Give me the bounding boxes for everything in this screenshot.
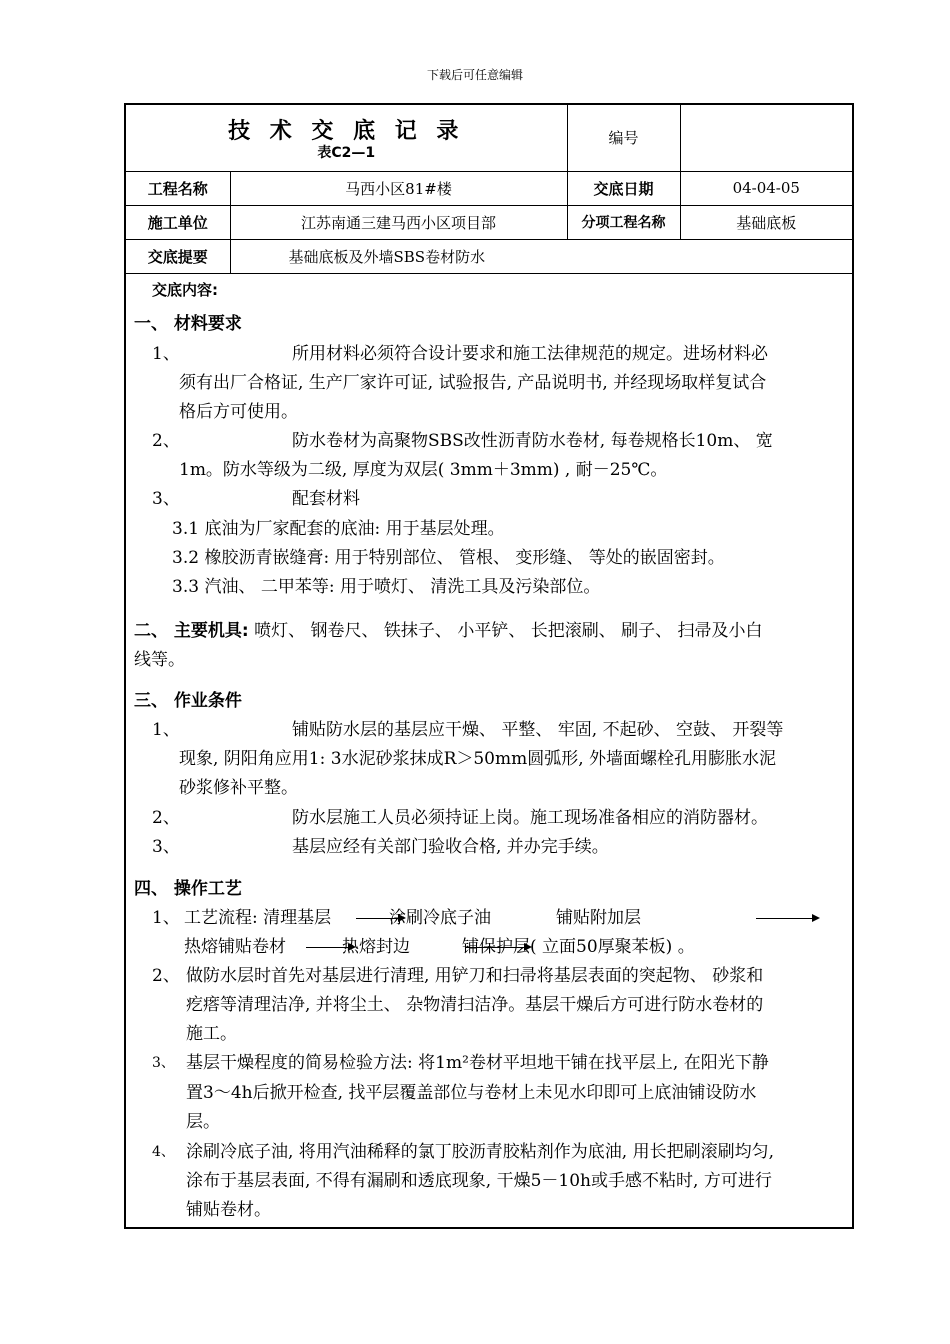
flow-step-hotmelt: 热熔铺贴卷材 xyxy=(184,937,286,957)
s1-item1-num: 1、 xyxy=(152,344,180,364)
s4-item3-line2: 置3～4h后掀开检查, 找平层覆盖部位与卷材上未见水印即可上底油铺设防水 xyxy=(186,1083,757,1103)
s1-item2-line2: 1m。防水等级为二级, 厚度为双层( 3mm＋3mm) , 耐－25℃。 xyxy=(179,460,668,480)
s4-item2-num: 2、 xyxy=(152,966,180,986)
number-label: 编号 xyxy=(567,105,680,171)
flow-step-prime: 涂刷冷底子油 xyxy=(389,908,491,928)
s4-item4-line3: 铺贴卷材。 xyxy=(186,1200,271,1220)
number-value xyxy=(680,105,852,171)
section-2-text: 喷灯、 钢卷尺、 铁抹子、 小平铲、 长把滚刷、 刷子、 扫帚及小白 xyxy=(248,621,763,641)
s1-item3-line1: 配套材料 xyxy=(292,489,360,509)
record-form xyxy=(124,103,854,1229)
form-header-table xyxy=(126,105,852,274)
section-2-title: 二、 主要机具: xyxy=(134,621,249,641)
form-title: 技 术 交 底 记 录 xyxy=(228,118,465,144)
s3-item2-num: 2、 xyxy=(152,808,180,828)
s1-item1-line1: 所用材料必须符合设计要求和施工法律规范的规定。进场材料必 xyxy=(292,344,768,364)
summary-value: 基础底板及外墙SBS卷材防水 xyxy=(230,239,852,273)
s1-item1-line3: 格后方可使用。 xyxy=(179,402,298,422)
flow-step-seal: 热熔封边 xyxy=(342,937,410,957)
s1-item3-sub3: 3.3 汽油、 二甲苯等: 用于喷灯、 清洗工具及污染部位。 xyxy=(172,577,601,597)
s3-item1-line3: 砂浆修补平整。 xyxy=(179,778,298,798)
s3-item3-line1: 基层应经有关部门验收合格, 并办完手续。 xyxy=(292,837,609,857)
section-1-title: 一、 材料要求 xyxy=(134,314,242,334)
content-heading: 交底内容: xyxy=(152,281,218,299)
section-2-line1 xyxy=(134,620,763,642)
s4-item2-line2: 疙瘩等清理洁净, 并将尘土、 杂物清扫洁净。基层干燥后方可进行防水卷材的 xyxy=(186,995,764,1015)
s4-item3-line3: 层。 xyxy=(186,1112,220,1132)
s3-item1-num: 1、 xyxy=(152,720,180,740)
s3-item1-line2: 现象, 阴阳角应用1: 3水泥砂浆抹成R＞50mm圆弧形, 外墙面螺栓孔用膨胀水泥 xyxy=(179,749,777,769)
date-value: 04-04-05 xyxy=(680,171,852,205)
s1-item1-line2: 须有出厂合格证, 生产厂家许可证, 试验报告, 产品说明书, 并经现场取样复试合 xyxy=(179,373,767,393)
s4-item4-line2: 涂布于基层表面, 不得有漏刷和透底现象, 干燥5－10h或手感不粘时, 方可进行 xyxy=(186,1171,772,1191)
sub-project-value: 基础底板 xyxy=(680,205,852,239)
summary-label: 交底提要 xyxy=(126,239,230,273)
flow-step-additional: 铺贴附加层 xyxy=(556,908,641,928)
title-cell xyxy=(126,105,567,171)
s1-item2-line1: 防水卷材为高聚物SBS改性沥青防水卷材, 每卷规格长10m、 宽 xyxy=(292,431,773,451)
s4-item4-line1: 涂刷冷底子油, 将用汽油稀释的氯丁胶沥青胶粘剂作为底油, 用长把刷滚刷均匀, xyxy=(186,1142,775,1162)
s4-item2-line1: 做防水层时首先对基层进行清理, 用铲刀和扫帚将基层表面的突起物、 砂浆和 xyxy=(186,966,764,986)
s4-item2-line3: 施工。 xyxy=(186,1024,237,1044)
project-name-value: 马西小区81#楼 xyxy=(230,171,567,205)
unit-label: 施工单位 xyxy=(126,205,230,239)
s3-item3-num: 3、 xyxy=(152,837,180,857)
unit-value: 江苏南通三建马西小区项目部 xyxy=(230,205,567,239)
s4-item1-num: 1、 xyxy=(152,908,180,928)
section-2-line2: 线等。 xyxy=(134,650,185,670)
s1-item3-sub1: 3.1 底油为厂家配套的底油: 用于基层处理。 xyxy=(172,519,505,539)
flow-step-protect: 铺保护层( 立面50厚聚苯板) 。 xyxy=(462,937,695,957)
s4-item3-line1: 基层干燥程度的简易检验方法: 将1m²卷材平坦地干铺在找平层上, 在阳光下静 xyxy=(186,1053,769,1073)
s3-item2-line1: 防水层施工人员必须持证上岗。施工现场准备相应的消防器材。 xyxy=(292,808,768,828)
sub-project-label: 分项工程名称 xyxy=(567,205,680,239)
s1-item2-num: 2、 xyxy=(152,431,180,451)
header-note: 下载后可任意编辑 xyxy=(426,68,523,82)
date-label: 交底日期 xyxy=(567,171,680,205)
flow-arrow-icon xyxy=(756,918,818,919)
project-name-label: 工程名称 xyxy=(126,171,230,205)
section-3-title: 三、 作业条件 xyxy=(134,691,242,711)
s1-item3-num: 3、 xyxy=(152,489,180,509)
flow-step-clean: 工艺流程: 清理基层 xyxy=(184,908,332,928)
s3-item1-line1: 铺贴防水层的基层应干燥、 平整、 牢固, 不起砂、 空鼓、 开裂等 xyxy=(292,720,784,740)
s4-item3-num: 3、 xyxy=(152,1055,175,1071)
s4-item4-num: 4、 xyxy=(152,1144,175,1160)
s1-item3-sub2: 3.2 橡胶沥青嵌缝膏: 用于特别部位、 管根、 变形缝、 等处的嵌固密封。 xyxy=(172,548,725,568)
section-4-title: 四、 操作工艺 xyxy=(134,879,242,899)
form-subtitle: 表C2—1 xyxy=(317,144,376,161)
